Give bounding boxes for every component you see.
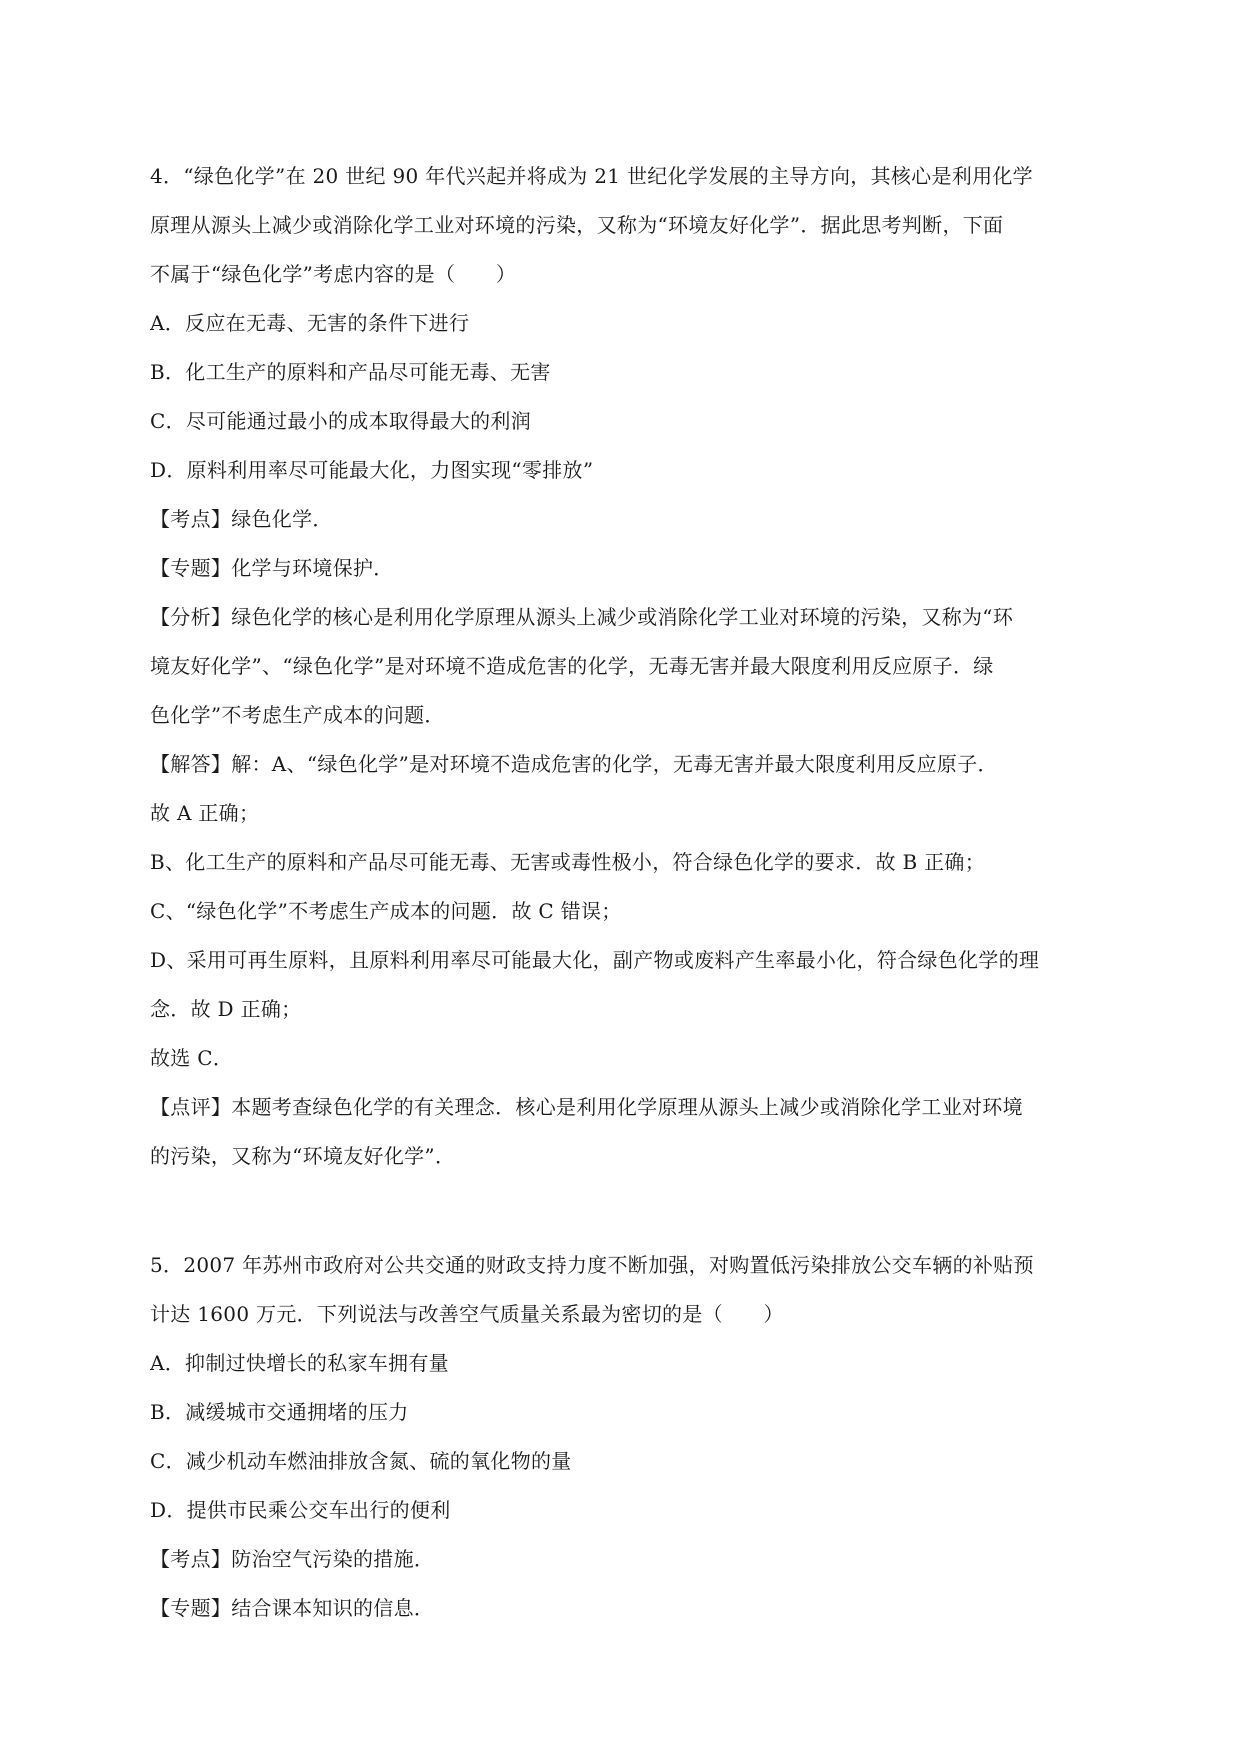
q4-option-a: A．反应在无毒、无害的条件下进行 — [150, 311, 470, 335]
q4-option-c: C．尽可能通过最小的成本取得最大的利润 — [150, 409, 532, 433]
q5-stem-line: 5．2007 年苏州市政府对公共交通的财政支持力度不断加强，对购置低污染排放公交车辆的补贴预 — [150, 1253, 1034, 1277]
q5-stem-line: 计达 1600 万元．下列说法与改善空气质量关系最为密切的是（ ） — [150, 1302, 784, 1326]
q4-option-b: B．化工生产的原料和产品尽可能无毒、无害 — [150, 360, 551, 384]
q5-option-d: D．提供市民乘公交车出行的便利 — [150, 1498, 451, 1522]
q4-answer-line: 故选 C． — [150, 1046, 234, 1070]
q4-comment-line: 的污染，又称为“环境友好化学”． — [150, 1144, 456, 1168]
q4-stem-line: 不属于“绿色化学”考虑内容的是（ ） — [150, 262, 517, 286]
q5-option-c: C．减少机动车燃油排放含氮、硫的氧化物的量 — [150, 1449, 572, 1473]
q4-answer-line: D、采用可再生原料，且原料利用率尽可能最大化，副产物或废料产生率最小化，符合绿色化学的理 — [150, 948, 1040, 972]
q4-stem-line: 原理从源头上减少或消除化学工业对环境的污染，又称为“环境友好化学”．据此思考判断，下面 — [150, 213, 1004, 237]
q4-answer-line: C、“绿色化学”不考虑生产成本的问题．故 C 错误； — [150, 899, 622, 923]
q4-answer-line: 念．故 D 正确； — [150, 997, 302, 1021]
question-4 — [150, 152, 1111, 1181]
q4-analysis-line: 【分析】绿色化学的核心是利用化学原理从源头上减少或消除化学工业对环境的污染，又称为“环 — [150, 605, 1014, 629]
q4-zhuanti: 【专题】化学与环境保护． — [150, 556, 394, 580]
q4-option-d: D．原料利用率尽可能最大化，力图实现“零排放” — [150, 458, 594, 482]
q5-kaodian: 【考点】防治空气污染的措施． — [150, 1547, 435, 1571]
q4-answer-line: 【解答】解：A、“绿色化学”是对环境不造成危害的化学，无毒无害并最大限度利用反应原子． — [150, 752, 998, 776]
q5-option-a: A．抑制过快增长的私家车拥有量 — [150, 1351, 449, 1375]
q4-kaodian: 【考点】绿色化学． — [150, 507, 333, 531]
q5-option-b: B．减缓城市交通拥堵的压力 — [150, 1400, 409, 1424]
q4-analysis-line: 境友好化学”、“绿色化学”是对环境不造成危害的化学，无毒无害并最大限度利用反应原子．绿 — [150, 654, 994, 678]
question-spacer — [150, 1181, 1111, 1241]
question-5 — [150, 1241, 1111, 1633]
q5-zhuanti: 【专题】结合课本知识的信息． — [150, 1596, 435, 1620]
q4-answer-line: B、化工生产的原料和产品尽可能无毒、无害或毒性极小，符合绿色化学的要求．故 B 正确； — [150, 850, 986, 874]
q4-stem-line: 4．“绿色化学”在 20 世纪 90 年代兴起并将成为 21 世纪化学发展的主导方向，其核心是利用化学 — [150, 164, 1033, 188]
q4-answer-line: 故 A 正确； — [150, 801, 260, 825]
q4-analysis-line: 色化学”不考虑生产成本的问题． — [150, 703, 445, 727]
q4-comment-line: 【点评】本题考查绿色化学的有关理念．核心是利用化学原理从源头上减少或消除化学工业对环境 — [150, 1095, 1023, 1119]
